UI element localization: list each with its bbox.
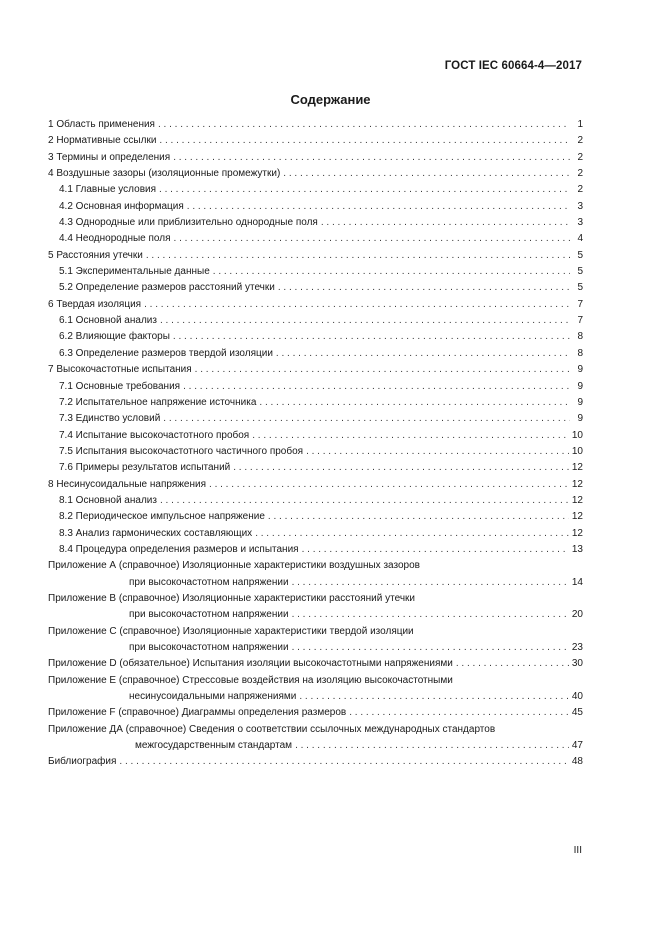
toc-entry[interactable] [48, 477, 583, 493]
toc-entry-label: Приложение D (обязательное) Испытания изоляции высокочастотными напряжениями [48, 658, 453, 670]
toc-entry[interactable] [48, 329, 583, 345]
annex-entry[interactable] [48, 558, 583, 591]
dot-leader [302, 542, 569, 558]
toc-entry-page: 9 [577, 380, 583, 392]
toc-entry[interactable] [48, 444, 583, 460]
toc-entry-label: 7.6 Примеры результатов испытаний [59, 462, 231, 474]
dot-leader [278, 280, 570, 296]
toc-entry-label: 4.1 Главные условия [59, 184, 157, 196]
toc-entry-page: 47 [571, 740, 583, 752]
toc-entry-label: при высокочастотном напряжении [129, 576, 289, 588]
toc-entry[interactable] [48, 150, 583, 166]
dot-leader [209, 477, 569, 493]
toc-entry[interactable] [48, 575, 583, 591]
toc-entry[interactable] [48, 411, 583, 427]
annex-title-line: Приложение ДА (справочное) Сведения о соответствии ссылочных международных стандартов [48, 723, 496, 735]
toc-entry-page: 2 [577, 168, 583, 180]
toc-entry[interactable] [48, 607, 583, 623]
toc-entry[interactable] [48, 199, 583, 215]
toc-entry-page: 9 [577, 364, 583, 376]
toc-entry[interactable] [48, 526, 583, 542]
toc-entry-page: 8 [577, 347, 583, 359]
page-title: Содержание [290, 92, 371, 107]
toc-entry-page: 12 [571, 494, 583, 506]
toc-entry[interactable] [48, 509, 583, 525]
toc-entry-page: 7 [577, 298, 583, 310]
dot-leader [144, 297, 570, 313]
toc-entry-label: 4.2 Основная информация [59, 200, 184, 212]
toc-entry-label: 3 Термины и определения [48, 151, 171, 163]
toc-entry-label: 4.4 Неоднородные поля [59, 233, 171, 245]
toc-entry-page: 14 [571, 576, 583, 588]
toc-entry-page: 5 [577, 282, 583, 294]
toc-entry-label: 8 Несинусоидальные напряжения [48, 478, 207, 490]
annex-title-line: Приложение Е (справочное) Стрессовые воздействия на изоляцию высокочастотными [48, 674, 453, 686]
dot-leader [173, 329, 570, 345]
dot-leader [173, 150, 570, 166]
dot-leader [213, 264, 570, 280]
toc-entry-page: 30 [571, 658, 583, 670]
toc-entry-label: 6 Твердая изоляция [48, 298, 142, 310]
dot-leader [159, 133, 570, 149]
dot-leader [160, 493, 569, 509]
toc-entry[interactable] [48, 166, 583, 182]
toc-entry-label: 5.2 Определение размеров расстояний утечки [59, 282, 275, 294]
toc-entry-label: при высокочастотном напряжении [129, 642, 289, 653]
table-of-contents [48, 117, 583, 771]
toc-entry-label: 7.5 Испытания высокочастотного частичного пробоя [59, 445, 304, 457]
dot-leader [174, 231, 570, 247]
dot-leader [283, 166, 570, 182]
toc-entry-label: Приложение F (справочное) Диаграммы определения размеров [48, 707, 347, 719]
dot-leader [252, 428, 569, 444]
dot-leader [195, 362, 570, 378]
toc-entry[interactable] [48, 428, 583, 444]
toc-entry-label: 4.3 Однородные или приблизительно однородные поля [59, 217, 318, 229]
dot-leader [160, 313, 570, 329]
toc-entry-page: 20 [571, 609, 583, 621]
toc-entry[interactable] [48, 133, 583, 149]
toc-entry[interactable] [48, 640, 583, 656]
toc-entry-page: 13 [571, 543, 583, 555]
dot-leader [233, 460, 569, 476]
toc-entry-label: при высокочастотном напряжении [129, 609, 289, 621]
toc-entry-label: 8.1 Основной анализ [59, 494, 157, 506]
toc-entry[interactable] [48, 117, 583, 133]
dot-leader [292, 607, 569, 623]
toc-entry[interactable] [48, 689, 583, 705]
toc-entry[interactable] [48, 264, 583, 280]
dot-leader [321, 215, 570, 231]
dot-leader [255, 526, 569, 542]
toc-entry[interactable] [48, 346, 583, 362]
dot-leader [158, 117, 570, 133]
toc-entry-label: 5.1 Экспериментальные данные [59, 266, 210, 278]
annex-entry[interactable] [48, 591, 583, 624]
toc-entry-label: 8.4 Процедура определения размеров и испытания [59, 543, 299, 555]
toc-entry-page: 40 [571, 691, 583, 703]
toc-entry-label: 6.1 Основной анализ [59, 315, 157, 327]
toc-entry-label: несинусоидальными напряжениями [129, 691, 297, 703]
toc-entry-label: 8.3 Анализ гармонических составляющих [59, 527, 253, 539]
toc-entry-page: 7 [577, 315, 583, 327]
toc-entry-label: Библиография [48, 756, 117, 768]
toc-entry-label: 7.1 Основные требования [59, 380, 181, 392]
toc-entry-label: 7 Высокочастотные испытания [48, 364, 192, 376]
toc-entry[interactable] [48, 313, 583, 329]
dot-leader [349, 705, 569, 721]
toc-entry-page: 12 [571, 462, 583, 474]
toc-entry-page: 45 [571, 707, 583, 719]
toc-entry-page: 23 [571, 642, 583, 653]
dot-leader [276, 346, 570, 362]
toc-entry-page: 2 [577, 151, 583, 163]
toc-entry[interactable] [48, 379, 583, 395]
toc-entry[interactable] [48, 705, 583, 721]
toc-entry-label: 7.3 Единство условий [59, 413, 161, 425]
toc-entry[interactable] [48, 215, 583, 231]
toc-entry[interactable] [48, 297, 583, 313]
toc-entry[interactable] [48, 656, 583, 672]
toc-entry-page: 12 [571, 478, 583, 490]
toc-entry-label: 7.4 Испытание высокочастотного пробоя [59, 429, 250, 441]
dot-leader [456, 656, 569, 672]
annex-title-line: Приложение С (справочное) Изоляционные характеристики твердой изоляции [48, 625, 414, 637]
dot-leader [163, 411, 570, 427]
toc-entry-page: 5 [577, 249, 583, 261]
toc-entry-label: 8.2 Периодическое импульсное напряжение [59, 511, 265, 523]
toc-entry-page: 2 [577, 184, 583, 196]
dot-leader [119, 754, 568, 770]
toc-entry-page: 9 [577, 413, 583, 425]
toc-entry-label: 6.2 Влияющие факторы [59, 331, 170, 343]
toc-entry[interactable] [48, 460, 583, 476]
toc-entry-page: 4 [577, 233, 583, 245]
annex-entry[interactable] [48, 673, 583, 706]
dot-leader [306, 444, 569, 460]
toc-entry-page: 2 [577, 135, 583, 147]
toc-entry-label: межгосударственным стандартам [135, 740, 293, 752]
toc-entry-page: 3 [577, 200, 583, 212]
annex-entry[interactable] [48, 722, 583, 755]
dot-leader [259, 395, 570, 411]
toc-entry[interactable] [48, 231, 583, 247]
toc-entry-page: 12 [571, 511, 583, 523]
dot-leader [299, 689, 569, 705]
toc-entry-label: 4 Воздушные зазоры (изоляционные промежутки) [48, 168, 281, 180]
toc-entry[interactable] [48, 493, 583, 509]
toc-entry-page: 3 [577, 217, 583, 229]
dot-leader [159, 182, 570, 198]
toc-entry-page: 9 [577, 396, 583, 408]
toc-entry-label: 1 Область применения [48, 119, 155, 130]
annex-title-line: Приложение В (справочное) Изоляционные характеристики расстояний утечки [48, 592, 416, 604]
annex-entry[interactable] [48, 624, 583, 657]
toc-entry[interactable] [48, 248, 583, 264]
toc-entry-label: 6.3 Определение размеров твердой изоляции [59, 347, 273, 359]
toc-entry[interactable] [48, 280, 583, 296]
toc-entry-page: 48 [571, 756, 583, 768]
dot-leader [292, 575, 569, 591]
toc-entry[interactable] [48, 754, 583, 770]
annex-entry[interactable] [48, 754, 583, 770]
toc-entry-label: 7.2 Испытательное напряжение источника [59, 396, 257, 408]
toc-entry-page: 10 [571, 429, 583, 441]
dot-leader [187, 199, 570, 215]
toc-entry-label: 5 Расстояния утечки [48, 249, 143, 261]
dot-leader [292, 640, 569, 656]
toc-entry[interactable] [48, 542, 583, 558]
toc-entry-page: 12 [571, 527, 583, 539]
dot-leader [183, 379, 570, 395]
toc-entry-page: 5 [577, 266, 583, 278]
toc-entry[interactable] [48, 362, 583, 378]
annex-title-line: Приложение А (справочное) Изоляционные характеристики воздушных зазоров [48, 560, 420, 572]
annex-entry[interactable] [48, 656, 583, 672]
dot-leader [295, 738, 569, 754]
toc-entry-page: 1 [577, 119, 583, 130]
annex-entry[interactable] [48, 705, 583, 721]
page-number: III [573, 845, 582, 856]
toc-entry-page: 10 [571, 445, 583, 457]
toc-entry[interactable] [48, 182, 583, 198]
toc-entry-page: 8 [577, 331, 583, 343]
toc-entry-label: 2 Нормативные ссылки [48, 135, 157, 147]
toc-entry[interactable] [48, 395, 583, 411]
dot-leader [268, 509, 569, 525]
document-id: ГОСТ IEC 60664-4—2017 [444, 60, 582, 72]
dot-leader [146, 248, 570, 264]
toc-entry[interactable] [48, 738, 583, 754]
